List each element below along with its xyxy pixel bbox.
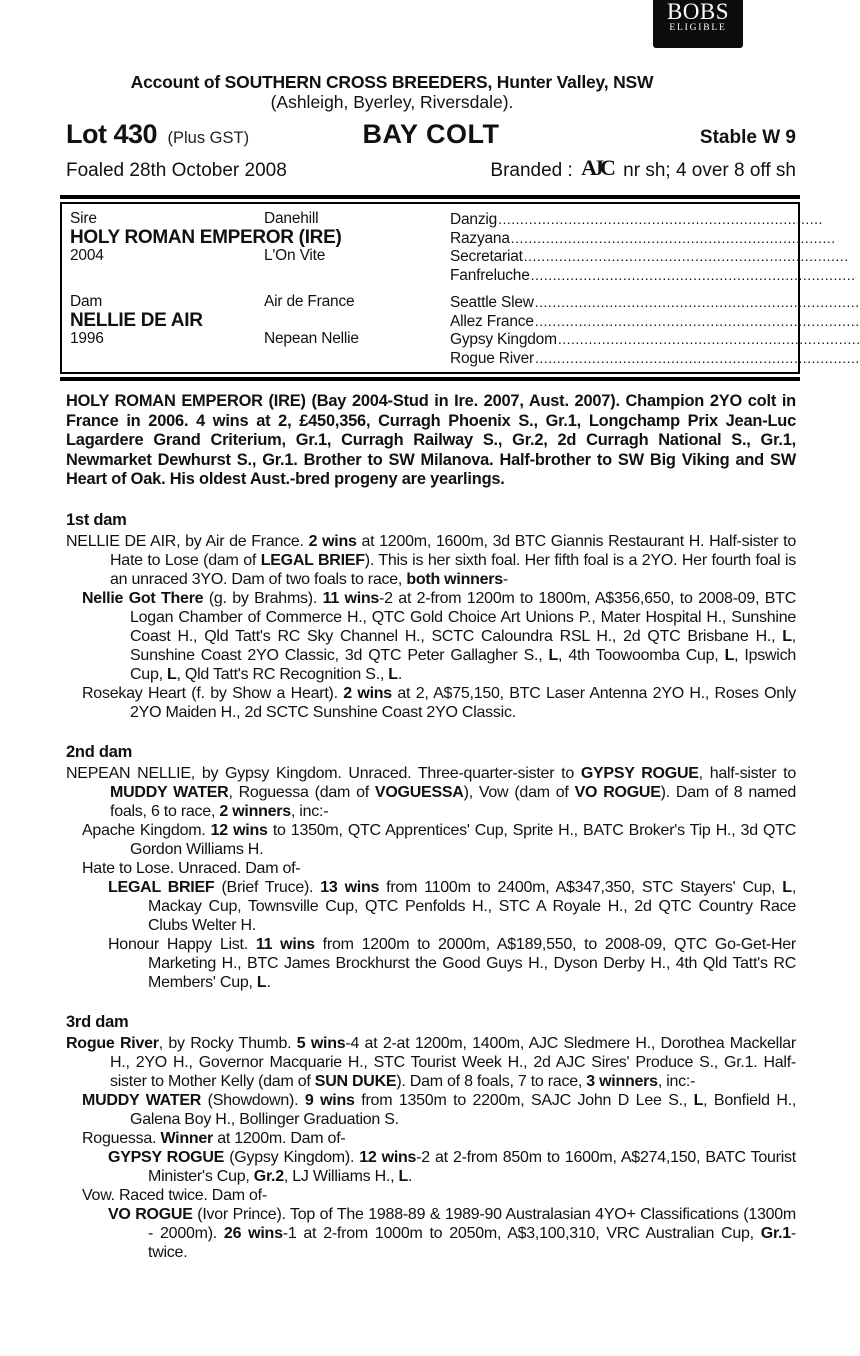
sire-role-label: Sire (70, 210, 97, 227)
text-segment: -4 at 2-at 1200m, 1400m, AJC Sledmere H., Dorothea Mackellar H., 2YO H., Governor Macquarie H., STC Tourist Week H., 2d AJC Sires' Produce S., Gr.1. Half-sister to Mother Kelly (dam of (110, 1034, 796, 1090)
pedigree-paragraph (82, 684, 796, 722)
text-segment: 26 wins (223, 1224, 283, 1242)
text-segment: Gr.1 (760, 1224, 791, 1242)
lot-gst-note: (Plus GST) (167, 129, 250, 147)
leader-dots (535, 312, 860, 332)
foaled-row (66, 157, 796, 183)
text-segment: L (782, 878, 792, 896)
leader-dots (558, 330, 860, 350)
pedigree-paragraph (108, 1148, 796, 1186)
text-segment: from 1350m to 2200m, SAJC John D Lee S., (354, 1091, 694, 1109)
pedigree-paragraph (108, 1205, 796, 1262)
text-segment: NEPEAN NELLIE, by Gypsy Kingdom. Unraced. Three-quarter-sister to (66, 764, 581, 782)
pedigree-paragraph (66, 532, 796, 589)
text-segment: ), Vow (dam of (463, 783, 575, 801)
text-segment: 2 wins (343, 684, 392, 702)
vendor-farms-line: (Ashleigh, Byerley, Riversdale). (270, 92, 514, 112)
pedigree-table (60, 202, 800, 374)
ancestor-name-left: Rogue River (450, 349, 534, 367)
pedigree-ancestor-row (450, 229, 860, 248)
lot-number (66, 119, 362, 150)
pedigree-ancestor-row (450, 312, 860, 331)
text-segment: ). This is her sixth foal. Her fifth foal is a 2YO. Her fourth foal is an unraced 3YO. Dam of two foals to race, (110, 551, 797, 588)
text-segment: at 1200m, 1600m, 3d BTC Giannis Restaurant H. Half-sister to Hate to Lose (dam of (110, 532, 797, 569)
pedigree-paragraph (82, 859, 796, 878)
text-segment: Honour Happy List. (108, 935, 256, 953)
pedigree-paragraph (66, 1034, 796, 1091)
text-segment: (Ivor Prince). Top of The 1988-89 & 1989-90 Australasian 4YO+ Classifications (1300m - 2000m). (148, 1205, 796, 1242)
text-segment: 13 wins (320, 878, 380, 896)
text-segment: Winner (160, 1129, 214, 1147)
bobs-eligible-logo (653, 0, 743, 48)
ancestor-name-left: Fanfreluche (450, 266, 530, 284)
text-segment: Apache Kingdom. (82, 821, 211, 839)
text-segment: - (502, 570, 508, 588)
text-segment: Rogue River (66, 1034, 159, 1052)
pedigree-ancestor-row (450, 293, 860, 312)
vendor-account-line: Account of SOUTHERN CROSS BREEDERS, Hunter Valley, NSW (130, 72, 654, 92)
text-segment: Rosekay Heart (f. by Show a Heart). (82, 684, 344, 702)
text-segment: ). Dam of 8 named foals, 6 to race, (110, 783, 797, 820)
dam-grandsire: Air de France (264, 293, 355, 310)
text-segment: L (693, 1091, 704, 1109)
foaled-date: Foaled 28th October 2008 (66, 160, 287, 181)
text-segment: from 1200m to 2000m, A$189,550, to 2008-09, QTC Go-Get-Her Marketing H., BTC James Brockhurst the Good Guys H., Dyson Derby H., 4th Qld Tatt's RC Members' Cup, (148, 935, 797, 991)
text-segment: 2 wins (308, 532, 357, 550)
pedigree-paragraph (66, 764, 796, 821)
dam-year: 1996 (70, 330, 104, 347)
pedigree-paragraph (82, 1129, 796, 1148)
text-segment: Vow. Raced twice. Dam of- (82, 1186, 267, 1204)
bobs-logo-subtitle: ELIGIBLE (669, 23, 727, 33)
text-segment: Roguessa. (82, 1129, 161, 1147)
text-segment: L (724, 646, 735, 664)
ancestor-name-left: Gypsy Kingdom (450, 331, 557, 348)
text-segment: VO ROGUE (574, 783, 661, 801)
leader-dots (535, 349, 860, 369)
pedigree-paragraph (108, 935, 796, 992)
sire-granddam: L'On Vite (264, 247, 326, 264)
text-segment: 11 wins (255, 935, 315, 953)
text-segment: MUDDY WATER (82, 1091, 202, 1109)
pedigree-grid (62, 204, 798, 372)
pedigree-table-frame (60, 195, 800, 381)
text-segment: ). Dam of 8 foals, 7 to race, (396, 1072, 587, 1090)
text-segment: NELLIE DE AIR, by Air de France. (66, 532, 309, 550)
text-segment: . (408, 1167, 413, 1185)
section-heading: 3rd dam (66, 1012, 129, 1031)
text-segment: Hate to Lose. Unraced. Dam of- (82, 859, 301, 877)
text-segment: L (388, 665, 398, 683)
text-segment: , Roguessa (dam of (228, 783, 375, 801)
text-segment: L (398, 1167, 409, 1185)
pedigree-paragraph (82, 589, 796, 684)
dam-role-label: Dam (70, 293, 103, 310)
section-heading: 2nd dam (66, 742, 133, 761)
text-segment: , Ipswich Cup, (130, 646, 797, 683)
sire-grandsire: Danehill (264, 210, 319, 227)
text-segment: 12 wins (359, 1148, 417, 1166)
text-segment: L (256, 973, 267, 991)
text-segment: , by Rocky Thumb. (158, 1034, 297, 1052)
leader-dots (511, 229, 860, 249)
ancestor-name-left: Razyana (450, 229, 510, 247)
horse-type-title: BAY COLT (362, 119, 500, 149)
lot-row (66, 119, 796, 150)
pedigree-ancestor-row (450, 266, 860, 285)
text-segment: , Qld Tatt's RC Recognition S., (176, 665, 389, 683)
stable-label: Stable W 9 (699, 127, 796, 148)
dam-sections (66, 511, 796, 1262)
branded-prefix: Branded : (490, 160, 573, 181)
text-segment: , Mackay Cup, Townsville Cup, QTC Penfolds H., STC A Royale H., 2d QTC Country Race Clubs Welter H. (148, 878, 797, 934)
bobs-logo-title: BOBS (666, 0, 730, 24)
text-segment: Nellie Got There (82, 589, 204, 607)
ancestor-name-left: Danzig (450, 211, 498, 228)
text-segment: -2 at 2-from 850m to 1600m, A$274,150, BATC Tourist Minister's Cup, (148, 1148, 796, 1185)
text-segment: L (782, 627, 792, 645)
pedigree-paragraph (108, 878, 796, 935)
header (66, 0, 796, 183)
text-segment: , Sunshine Coast 2YO Classic, 3d QTC Peter Gallagher S., (130, 627, 796, 664)
text-segment: 3 winners (586, 1072, 658, 1090)
text-segment: , inc:- (657, 1072, 696, 1090)
text-segment: (Gypsy Kingdom). (224, 1148, 360, 1166)
text-segment: at 2, A$75,150, BTC Laser Antenna 2YO H., Roses Only 2YO Maiden H., 2d SCTC Sunshine Coast 2YO Classic. (130, 684, 797, 721)
leader-dots (498, 210, 860, 230)
ancestor-name-left: Seattle Slew (450, 294, 534, 311)
text-segment: -2 at 2-from 1200m to 1800m, A$356,650, to 2008-09, BTC Logan Chamber of Commerce H., QTC Gold Choice Art Unions P., Mater Hospital H., Sunshine Coast H., Qld Tatt's RC Sky Channel H., SCTC Caloundra RSL H., 2d QTC Brisbane H., (130, 589, 797, 645)
text-segment: 5 wins (296, 1034, 346, 1052)
text-segment: from 1100m to 2400m, A$347,350, STC Stayers' Cup, (379, 878, 783, 896)
text-segment: VOGUESSA (374, 783, 464, 801)
text-segment: LEGAL BRIEF (260, 551, 365, 569)
text-segment: 11 wins (322, 589, 380, 607)
text-segment: at 1200m. Dam of- (213, 1129, 346, 1147)
dam-granddam: Nepean Nellie (264, 330, 359, 347)
sire-name: HOLY ROMAN EMPEROR (IRE) (70, 226, 342, 248)
text-segment: GYPSY ROGUE (108, 1148, 225, 1166)
branded-text (490, 157, 796, 183)
brand-mark-monogram: AJC (581, 155, 612, 180)
pedigree-ancestor-row (450, 247, 860, 266)
pedigree-paragraph (82, 1091, 796, 1129)
branded-suffix: nr sh; 4 over 8 off sh (623, 160, 796, 181)
text-segment: , LJ Williams H., (283, 1167, 399, 1185)
text-segment: , inc:- (290, 802, 329, 820)
leader-dots (531, 266, 860, 286)
text-segment: GYPSY ROGUE (580, 764, 699, 782)
pedigree-ancestor-row (450, 349, 860, 368)
text-segment: -1 at 2-from 1000m to 2050m, A$3,100,310, VRC Australian Cup, (282, 1224, 761, 1242)
dam-name: NELLIE DE AIR (70, 309, 203, 331)
text-segment: 9 wins (304, 1091, 355, 1109)
ancestor-name-left: Allez France (450, 312, 534, 330)
leader-dots (524, 247, 860, 267)
text-segment: , 4th Toowoomba Cup, (558, 646, 725, 664)
ancestor-name-left: Secretariat (450, 248, 523, 265)
text-segment: L (548, 646, 559, 664)
text-segment: (Showdown). (201, 1091, 305, 1109)
text-segment: VO ROGUE (108, 1205, 193, 1223)
pedigree-paragraph (82, 1186, 796, 1205)
text-segment: LEGAL BRIEF (108, 878, 215, 896)
pedigree-ancestor-row (450, 210, 860, 229)
sire-year: 2004 (70, 247, 104, 264)
lot-label: Lot 430 (66, 119, 158, 149)
text-segment: L (167, 665, 177, 683)
text-segment: to 1350m, QTC Apprentices' Cup, Sprite H., BATC Broker's Tip H., 3d QTC Gordon Williams H. (130, 821, 797, 858)
text-segment: SUN DUKE (314, 1072, 397, 1090)
text-segment: . (266, 973, 271, 991)
pedigree-ancestor-row (450, 330, 860, 349)
text-segment: 2 winners (219, 802, 291, 820)
text-segment: . (397, 665, 403, 683)
text-segment: -twice. (148, 1224, 796, 1261)
text-segment: , Bonfield H., Galena Boy H., Bollinger Graduation S. (130, 1091, 797, 1128)
text-segment: both winners (406, 570, 503, 588)
sire-summary-paragraph: HOLY ROMAN EMPEROR (IRE) (Bay 2004-Stud in Ire. 2007, Aust. 2007). Champion 2YO colt in France in 2006. 4 wins at 2, £450,356, Curragh Phoenix S., Gr.1, Longchamp Prix Jean-Luc Lagardere Grand Criterium, Gr.1, Curragh Railway S., Gr.2, 2d Curragh National S., Gr.1, Newmarket Dewhurst S., Gr.1. Brother to SW Milanova. Half-brother to SW Big Viking and SW Heart of Oak. His oldest Aust.-bred progeny are yearlings. (66, 392, 796, 488)
text-segment: 12 wins (210, 821, 268, 839)
text-segment: (Brief Truce). (214, 878, 321, 896)
text-segment: MUDDY WATER (110, 783, 229, 801)
section-heading: 1st dam (66, 510, 127, 529)
pedigree-paragraph (82, 821, 796, 859)
leader-dots (535, 293, 860, 313)
text-segment: (g. by Brahms). (203, 589, 323, 607)
text-segment: Gr.2 (253, 1167, 284, 1185)
text-segment: , half-sister to (698, 764, 796, 782)
